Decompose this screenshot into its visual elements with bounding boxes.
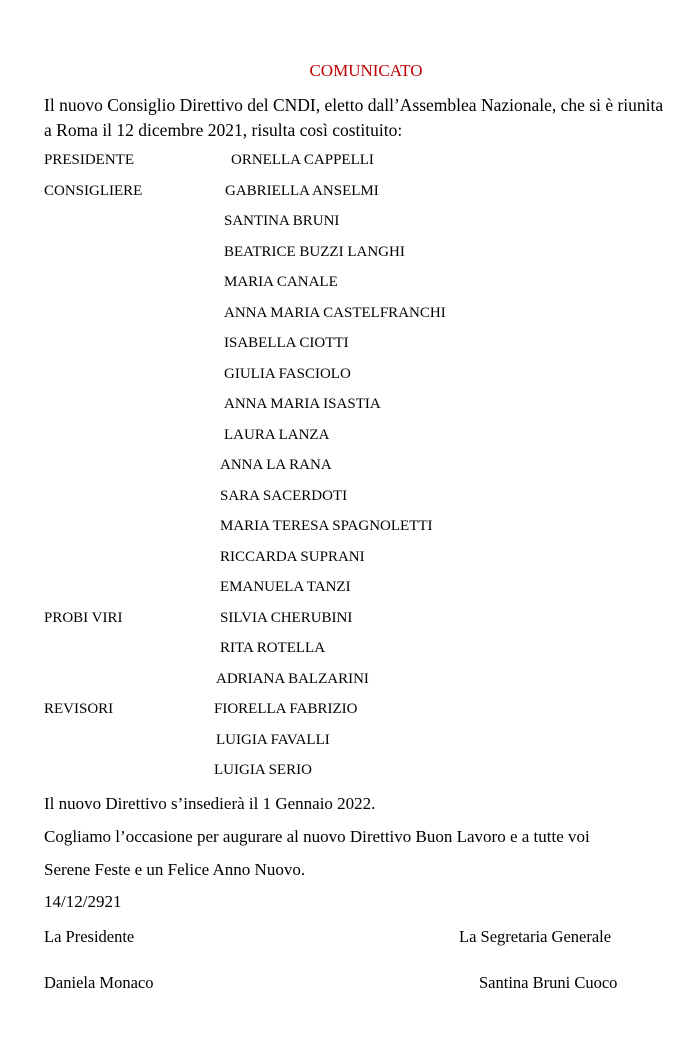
member-role: PRESIDENTE: [44, 152, 134, 168]
greeting-line-2: Serene Feste e un Felice Anno Nuovo.: [44, 860, 306, 879]
member-name: LAURA LANZA: [224, 426, 330, 443]
member-name: RICCARDA SUPRANI: [220, 548, 365, 565]
member-name: FIORELLA FABRIZIO: [214, 701, 358, 717]
greeting-line-1: Cogliamo l’occasione per augurare al nuovo Direttivo Buon Lavoro e a tutte voi: [44, 827, 590, 846]
member-name: ORNELLA CAPPELLI: [231, 152, 374, 168]
member-name: GIULIA FASCIOLO: [224, 365, 351, 382]
member-name: MARIA TERESA SPAGNOLETTI: [220, 518, 433, 534]
signature-right-title: La Segretaria Generale: [459, 927, 612, 946]
member-name: ANNA MARIA CASTELFRANCHI: [224, 304, 446, 321]
member-name: ISABELLA CIOTTI: [224, 335, 349, 351]
member-role: REVISORI: [44, 701, 114, 717]
member-name: LUIGIA FAVALLI: [216, 731, 330, 748]
member-name: SARA SACERDOTI: [220, 487, 348, 504]
member-name: ANNA MARIA ISASTIA: [224, 396, 381, 412]
signature-left-title: La Presidente: [44, 927, 135, 946]
member-name: BEATRICE BUZZI LANGHI: [224, 243, 405, 260]
insediamento-text: Il nuovo Direttivo s’insedierà il 1 Gennaio 2022.: [44, 794, 376, 813]
member-name: ADRIANA BALZARINI: [216, 670, 369, 687]
member-name: EMANUELA TANZI: [220, 579, 351, 595]
document-title: COMUNICATO: [309, 61, 423, 80]
intro-paragraph: Il nuovo Consiglio Direttivo del CNDI, eletto dall’Assemblea Nazionale, che si è riunita a Roma il 12 dicembre 2021, risulta così costituito:: [44, 95, 664, 140]
document-date: 14/12/2921: [44, 892, 122, 911]
member-name: RITA ROTELLA: [220, 640, 326, 656]
member-name: MARIA CANALE: [224, 274, 338, 290]
member-name: SANTINA BRUNI: [224, 213, 340, 229]
member-role: PROBI VIRI: [44, 609, 123, 626]
member-role: CONSIGLIERE: [44, 182, 143, 199]
member-name: SILVIA CHERUBINI: [220, 609, 353, 626]
member-name: ANNA LA RANA: [220, 457, 332, 473]
member-name: GABRIELLA ANSELMI: [225, 182, 379, 199]
signature-left-name: Daniela Monaco: [44, 973, 154, 992]
signature-right-name: Santina Bruni Cuoco: [479, 973, 618, 992]
member-name: LUIGIA SERIO: [214, 762, 312, 778]
